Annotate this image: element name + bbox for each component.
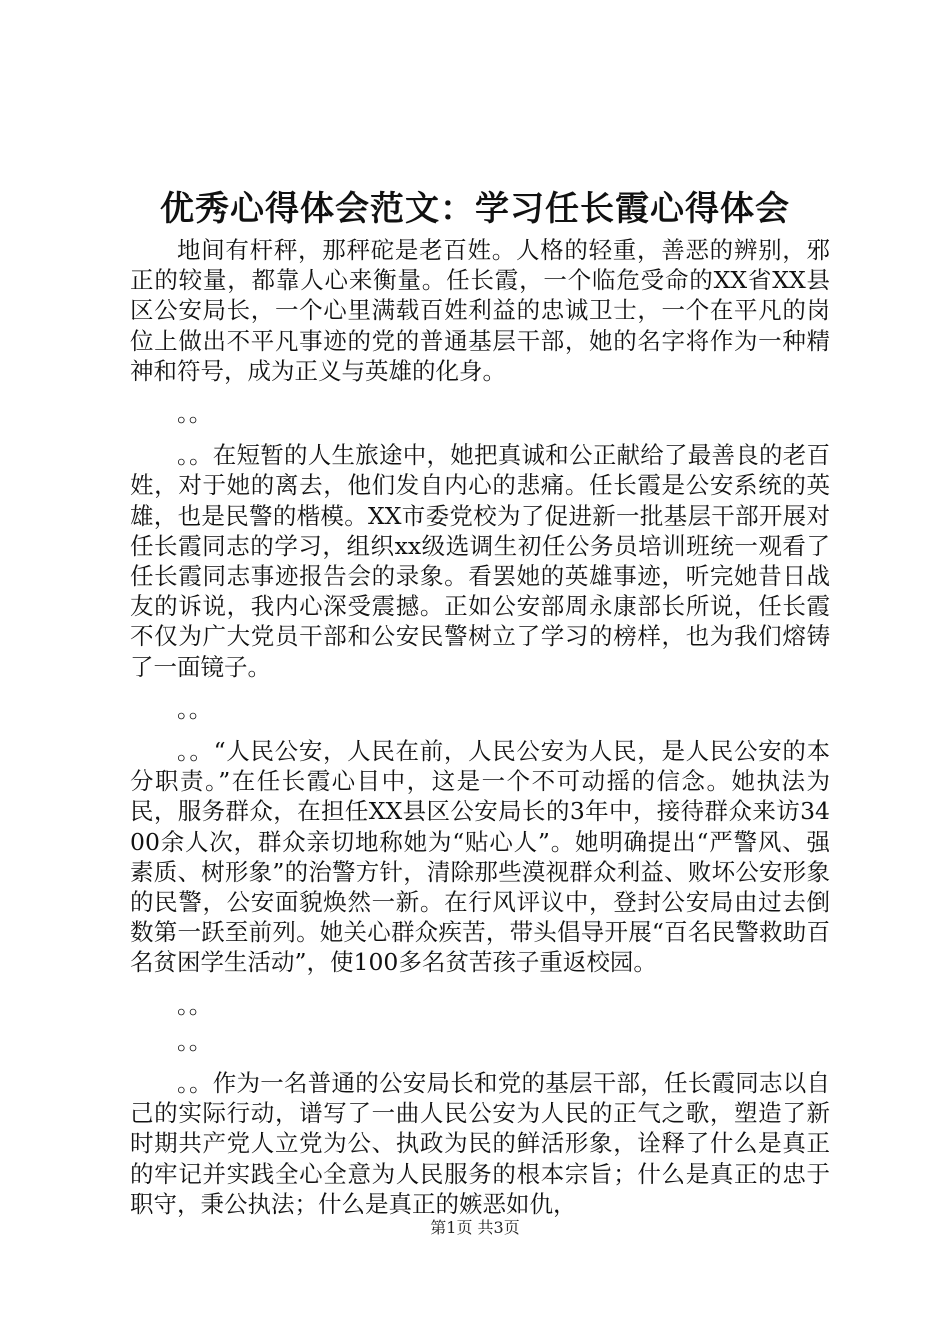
- paragraph: 地间有杆秤，那秤砣是老百姓。人格的轻重，善恶的辨别，邪正的较量，都靠人心来衡量。任长霞，一个临危受命的XX省XX县区公安局长，一个心里满载百姓利益的忠诚卫士，一个在平凡的岗位上做出不平凡事迹的党的普通基层干部，她的名字将作为一种精神和符号，成为正义与英雄的化身。: [130, 236, 830, 385]
- ellipsis-marker: 。。: [177, 990, 213, 1019]
- page-number: 第1页 共3页: [430, 1218, 520, 1237]
- document-body: [130, 235, 830, 1231]
- ellipsis-marker: 。。: [177, 1026, 213, 1055]
- paragraph: 。。“人民公安，人民在前，人民公安为人民，是人民公安的本分职责。”在任长霞心目中，这是一个不可动摇的信念。她执法为民，服务群众，在担任XX县区公安局长的3年中，接待群众来访3400余人次，群众亲切地称她为“贴心人”。她明确提出“严警风、强素质、树形象”的治警方针，清除那些漠视群众利益、败坏公安形象的民警，公安面貌焕然一新。在行风评议中，登封公安局由过去倒数第一跃至前列。她关心群众疾苦，带头倡导开展“百名民警救助百名贫困学生活动”，使100多名贫苦孩子重返校园。: [130, 737, 830, 977]
- document-title: 优秀心得体会范文：学习任长霞心得体会: [160, 189, 790, 229]
- ellipsis-marker: 。。: [177, 694, 213, 723]
- ellipsis-marker: 。。: [177, 399, 213, 428]
- paragraph: 。。作为一名普通的公安局长和党的基层干部，任长霞同志以自己的实际行动，谱写了一曲人民公安为人民的正气之歌，塑造了新时期共产党人立党为公、执政为民的鲜活形象，诠释了什么是真正的牢记并实践全心全意为人民服务的根本宗旨；什么是真正的忠于职守，秉公执法；什么是真正的嫉恶如仇，: [130, 1069, 830, 1218]
- paragraph: 。。在短暂的人生旅途中，她把真诚和公正献给了最善良的老百姓，对于她的离去，他们发自内心的悲痛。任长霞是公安系统的英雄，也是民警的楷模。XX市委党校为了促进新一批基层干部开展对任长霞同志的学习，组织xx级选调生初任公务员培训班统一观看了任长霞同志事迹报告会的录象。看罢她的英雄事迹，听完她昔日战友的诉说，我内心深受震撼。正如公安部周永康部长所说，任长霞不仅为广大党员干部和公安民警树立了学习的榜样，也为我们熔铸了一面镜子。: [130, 441, 830, 681]
